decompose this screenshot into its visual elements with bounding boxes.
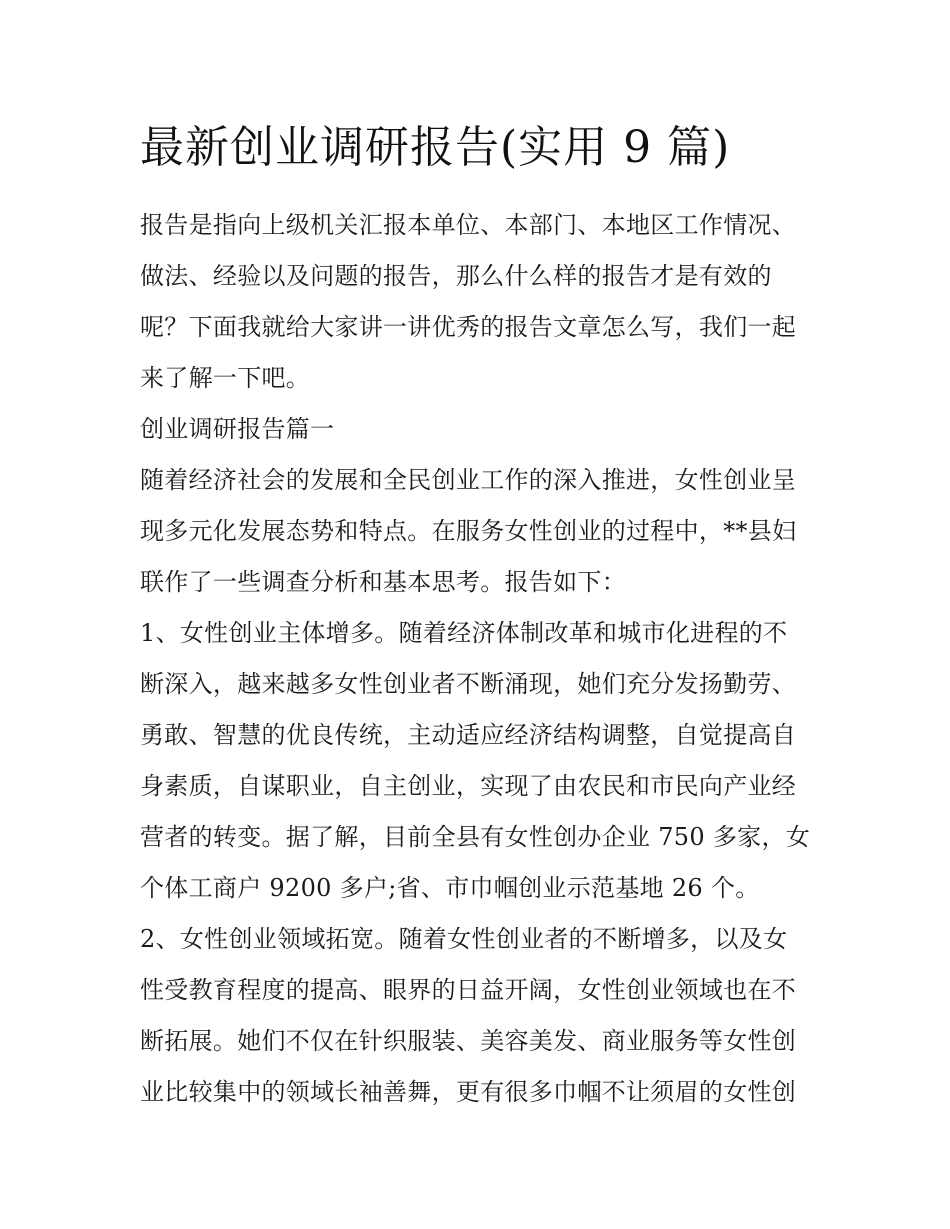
body-line-2: 现多元化发展态势和特点。在服务女性创业的过程中，**县妇: [140, 517, 797, 545]
body-line-3: 联作了一些调查分析和基本思考。报告如下：: [140, 568, 626, 596]
intro-line-1: 报告是指向上级机关汇报本单位、本部门、本地区工作情况、: [140, 211, 797, 239]
section-heading: 创业调研报告篇一: [140, 415, 335, 443]
point-1-line-5: 营者的转变。据了解，目前全县有女性创办企业 750 多家，女: [140, 823, 811, 851]
point-2-line-1: 2、女性创业领域拓宽。随着女性创业者的不断增多，以及女: [140, 925, 788, 953]
point-1-line-4: 身素质，自谋职业，自主创业，实现了由农民和市民向产业经: [140, 772, 797, 800]
point-2-line-2: 性受教育程度的提高、眼界的日益开阔，女性创业领域也在不: [140, 976, 797, 1004]
body-line-1: 随着经济社会的发展和全民创业工作的深入推进，女性创业呈: [140, 466, 797, 494]
document-title: 最新创业调研报告(实用 9 篇): [140, 122, 731, 173]
point-2-line-3: 断拓展。她们不仅在针织服装、美容美发、商业服务等女性创: [140, 1027, 797, 1055]
intro-line-4: 来了解一下吧。: [140, 364, 311, 392]
document-body: [140, 200, 812, 1118]
point-2-line-4: 业比较集中的领域长袖善舞，更有很多巾帼不让须眉的女性创: [140, 1078, 797, 1106]
point-1-line-2: 断深入，越来越多女性创业者不断涌现，她们充分发扬勤劳、: [140, 670, 797, 698]
point-1-line-1: 1、女性创业主体增多。随着经济体制改革和城市化进程的不: [140, 619, 788, 647]
point-1-line-6: 个体工商户 9200 多户;省、市巾帼创业示范基地 26 个。: [140, 874, 760, 902]
intro-line-3: 呢？下面我就给大家讲一讲优秀的报告文章怎么写，我们一起: [140, 313, 797, 341]
point-1-line-3: 勇敢、智慧的优良传统，主动适应经济结构调整，自觉提高自: [140, 721, 797, 749]
intro-line-2: 做法、经验以及问题的报告，那么什么样的报告才是有效的: [140, 262, 772, 290]
